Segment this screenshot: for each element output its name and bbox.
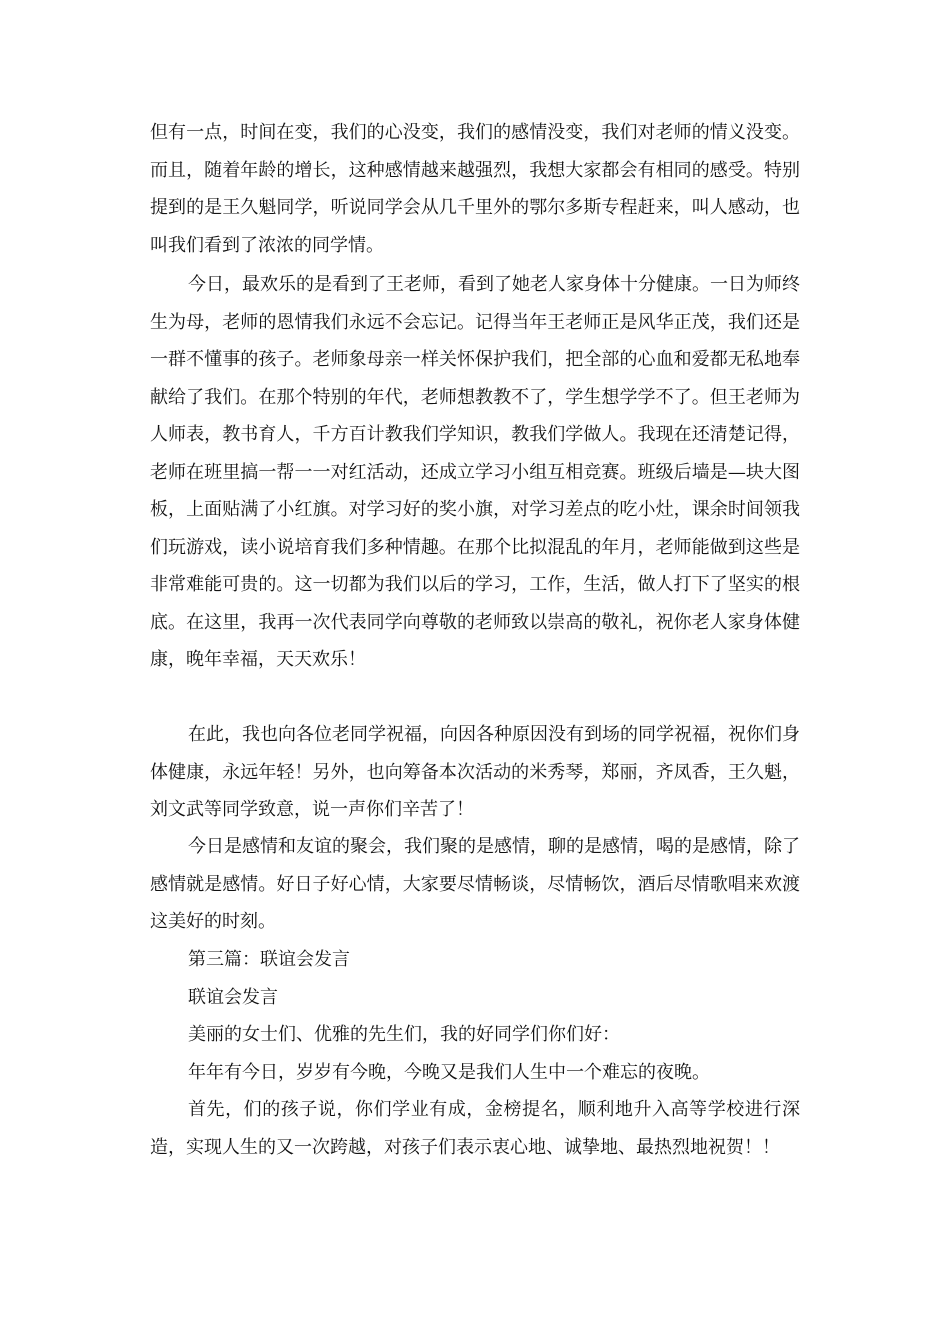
- section-heading: 第三篇：联谊会发言: [188, 949, 350, 970]
- paragraph-4: 今日是感情和友谊的聚会，我们聚的是感情，聊的是感情，喝的是感情，除了感情就是感情。好日子好心情，大家要尽情畅谈，尽情畅饮，酒后尽情歌唱来欢渡这美好的时刻。: [150, 836, 800, 932]
- paragraph-congratulations: 首先，们的孩子说，你们学业有成，金榜提名，顺利地升入高等学校进行深造，实现人生的又一次跨越，对孩子们表示衷心地、诚挚地、最热烈地祝贺！！: [150, 1099, 800, 1158]
- paragraph-1: 但有一点，时间在变，我们的心没变，我们的感情没变，我们对老师的情义没变。而且，随着年龄的增长，这种感情越来越强烈，我想大家都会有相同的感受。特别提到的是王久魁同学，听说同学会从几千里外的鄂尔多斯专程赶来，叫人感动，也叫我们看到了浓浓的同学情。: [150, 122, 800, 256]
- opening-line: 年年有今日，岁岁有今晚，今晚又是我们人生中一个难忘的夜晚。: [188, 1062, 710, 1083]
- paragraph-3: 在此，我也向各位老同学祝福，向因各种原因没有到场的同学祝福，祝你们身体健康，永远年轻！另外，也向筹备本次活动的米秀琴，郑丽，齐凤香，王久魁，刘文武等同学致意，说一声你们辛苦了！: [150, 724, 800, 820]
- greeting-line: 美丽的女士们、优雅的先生们，我的好同学们你们好：: [188, 1024, 620, 1045]
- paragraph-2: 今日，最欢乐的是看到了王老师，看到了她老人家身体十分健康。一日为师终生为母，老师的恩情我们永远不会忘记。记得当年王老师正是风华正茂，我们还是一群不懂事的孩子。老师象母亲一样关怀保护我们，把全部的心血和爱都无私地奉献给了我们。在那个特别的年代，老师想教教不了，学生想学学不了。但王老师为人师表，教书育人，千方百计教我们学知识，教我们学做人。我现在还清楚记得，老师在班里搞一帮一一对红活动，还成立学习小组互相竞赛。班级后墙是—块大图板，上面贴满了小红旗。对学习好的奖小旗，对学习差点的吃小灶，课余时间领我们玩游戏，读小说培育我们多种情趣。在那个比拟混乱的年月，老师能做到这些是非常难能可贵的。这一切都为我们以后的学习，工作，生活，做人打下了坚实的根底。在这里，我再一次代表同学向尊敬的老师致以崇高的敬礼，祝你老人家身体健康，晚年幸福，天天欢乐！: [150, 274, 800, 670]
- speech-title: 联谊会发言: [188, 987, 278, 1008]
